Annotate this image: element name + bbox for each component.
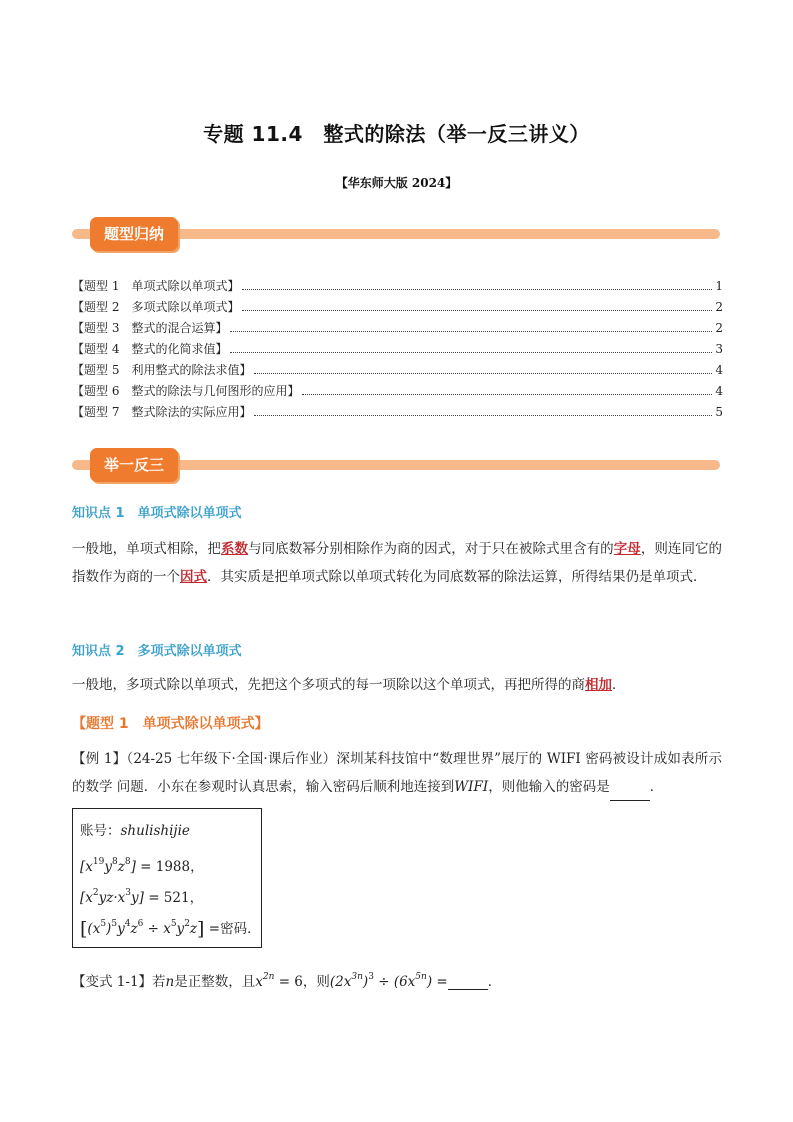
knowledge-point-2-text: 一般地，多项式除以单项式，先把这个多项式的每一项除以这个单项式，再把所得的商相加． [72,677,626,693]
wifi-password-box [72,808,262,948]
practice-banner-label: 举一反三 [90,448,178,482]
page-title: 专题 11.4 整式的除法（举一反三讲义） [203,122,590,146]
example-1-text: 【例 1】（24-25 七年级下·全国·课后作业）深圳某科技馆中“数理世界”展厅的 WIFI 密码被设计成如表所示的数学 问题．小东在参观时认真思索，输入密码后顺利地连接到WIFI，则他输入的密码是 ． [72,745,722,801]
table-of-contents [72,276,723,423]
equation-3: $[(x^5)^5y^4z^6 \div x^5y^2z]$ =密码． [80,918,261,940]
edition-label: 【华东师大版 2024】 [335,176,458,190]
answer-blank[interactable] [610,786,650,801]
toc-item[interactable]: 【题型 7 整式除法的实际应用】 5 [72,405,723,419]
summary-banner-label: 题型归纳 [90,217,178,251]
knowledge-point-1-heading: 知识点 1 单项式除以单项式 [72,506,242,521]
knowledge-point-2-heading: 知识点 2 多项式除以单项式 [72,644,242,659]
toc-item[interactable]: 【题型 4 整式的化简求值】 3 [72,342,723,356]
type-1-heading: 【题型 1 单项式除以单项式】 [72,716,269,732]
toc-item[interactable]: 【题型 1 单项式除以单项式】 1 [72,279,723,293]
practice-banner [72,446,720,486]
toc-item[interactable]: 【题型 6 整式的除法与几何图形的应用】 4 [72,384,723,398]
equation-1: $[x^{19}y^8z^8] = 1988$， [80,857,204,875]
toc-item[interactable]: 【题型 3 整式的混合运算】 2 [72,321,723,335]
variant-1-1: 【变式 1-1】若n是正整数，且$x^{2n} = 6$，则$(2x^{3n})^3 \div (6x^{5n})$ = ． [72,972,502,990]
account-line: 账号：shulishijie [80,823,190,839]
knowledge-point-1-text: 一般地，单项式相除，把系数与同底数幂分别相除作为商的因式，对于只在被除式里含有的字母，则连同它的指数作为商的一个因式．其实质是把单项式除以单项式转化为同底数幂的除法运算，所得结果仍是单项式． [72,541,723,585]
summary-banner [72,215,720,255]
toc-item[interactable]: 【题型 5 利用整式的除法求值】 4 [72,363,723,377]
answer-blank[interactable] [448,975,488,990]
toc-item[interactable]: 【题型 2 多项式除以单项式】 2 [72,300,723,314]
equation-2: $[x^2yz\cdot x^3y] = 521$， [80,888,204,906]
